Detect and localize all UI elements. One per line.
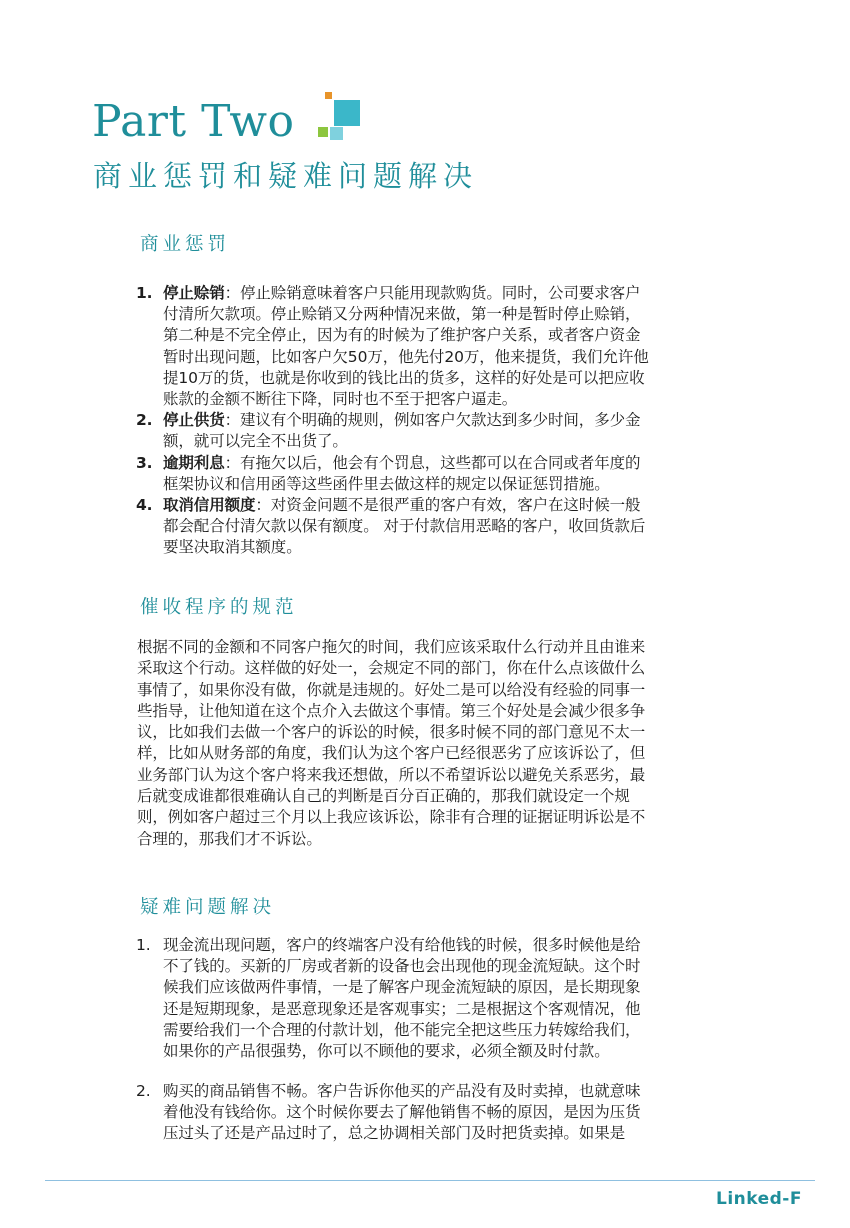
problem-list-item-1	[136, 935, 716, 1062]
list-number: 3.	[136, 453, 153, 472]
footer-divider	[45, 1180, 815, 1181]
list-text: ：建议有个明确的规则，例如客户欠款达到多少时间，多少金	[224, 411, 641, 430]
list-term: 停止赊销	[163, 284, 225, 302]
penalties-list	[136, 283, 716, 559]
part-title: Part Two	[92, 96, 295, 147]
list-item-line	[136, 935, 716, 956]
problem-list-item-2	[136, 1081, 716, 1145]
list-item-line: 都会配合付清欠款以保有额度。 对于付款信用恶略的客户，收回货款后	[163, 517, 646, 536]
list-number: 1.	[136, 284, 153, 302]
list-item-line: 暂时出现问题，比如客户欠50万，他先付20万，他来提货，我们允许他	[163, 347, 649, 366]
collection-procedure-paragraph	[137, 637, 712, 850]
logo-square-green	[318, 127, 328, 137]
list-item-line: 还是短期现象，是恶意现象还是客观事实；二是根据这个客观情况，他	[163, 999, 641, 1018]
paragraph-line: 采取这个行动。这样做的好处一，会规定不同的部门，你在什么点该做什么	[137, 659, 646, 678]
logo-square-orange	[325, 92, 332, 99]
list-term: 逾期利息	[163, 453, 225, 472]
list-item-line: 框架协议和信用函等这些函件里去做这样的规定以保证惩罚措施。	[163, 474, 610, 493]
footer-logo: Linked-F	[716, 1189, 802, 1209]
paragraph-line: 事情了，如果你没有做，你就是违规的。好处二是可以给没有经验的同事一	[137, 680, 646, 699]
list-text: 购买的商品销售不畅。客户告诉你他买的产品没有及时卖掉，也就意味	[163, 1082, 641, 1100]
section-heading-business-penalties: 商业惩罚	[140, 234, 231, 255]
list-text: ：停止赊销意味着客户只能用现款购货。同时，公司要求客户	[224, 284, 641, 302]
paragraph-line: 业务部门认为这个客户将来我还想做，所以不希望诉讼以避免关系恶劣，最	[137, 765, 646, 784]
list-item-line: 如果你的产品很强势，你可以不顾他的要求，必须全额及时付款。	[163, 1042, 610, 1061]
list-number: 2.	[136, 411, 153, 430]
paragraph-line: 后就变成谁都很难确认自己的判断是百分百正确的，那我们就设定一个规	[137, 787, 630, 806]
list-text: ：有拖欠以后，他会有个罚息，这些都可以在合同或者年度的	[224, 453, 641, 472]
list-item-line: 需要给我们一个合理的付款计划，他不能完全把这些压力转嫁给我们，	[163, 1020, 641, 1039]
list-item-line	[136, 453, 716, 474]
logo-square-light-teal	[330, 127, 343, 140]
paragraph-line: 根据不同的金额和不同客户拖欠的时间，我们应该采取什么行动并且由谁来	[137, 638, 646, 656]
list-term: 取消信用额度	[163, 496, 256, 515]
paragraph-line: 合理的，那我们才不诉讼。	[137, 829, 322, 848]
list-item-line: 不了钱的。买新的厂房或者新的设备也会出现他的现金流短缺。这个时	[163, 957, 641, 976]
section-heading-collection-procedure: 催收程序的规范	[140, 597, 298, 618]
paragraph-line: 样，比如从财务部的角度，我们认为这个客户已经很恶劣了应该诉讼了，但	[137, 744, 646, 763]
list-item-line	[136, 283, 716, 304]
paragraph-line: 些指导，让他知道在这个点介入去做这个事情。第三个好处是会减少很多争	[137, 701, 646, 720]
paragraph-line: 议，比如我们去做一个客户的诉讼的时候，很多时候不同的部门意见不太一	[137, 723, 646, 742]
list-text: ：对资金问题不是很严重的客户有效，客户在这时候一般	[255, 496, 641, 515]
logo-square-teal	[334, 100, 360, 126]
list-item-line: 第二种是不完全停止，因为有的时候为了维护客户关系，或者客户资金	[163, 326, 641, 345]
list-item-line	[136, 1081, 716, 1102]
list-item-line	[136, 495, 716, 516]
list-item-line: 付清所欠款项。停止赊销又分两种情况来做，第一种是暂时停止赊销，	[163, 305, 641, 324]
list-item-line: 账款的金额不断往下降，同时也不至于把客户逼走。	[163, 390, 518, 409]
list-number: 2.	[136, 1082, 151, 1100]
list-item-line: 压过头了还是产品过时了，总之协调相关部门及时把货卖掉。如果是	[163, 1124, 626, 1143]
list-number: 4.	[136, 496, 153, 515]
list-term: 停止供货	[163, 411, 225, 430]
list-item-line: 着他没有钱给你。这个时候你要去了解他销售不畅的原因，是因为压货	[163, 1103, 641, 1122]
part-subtitle: 商业惩罚和疑难问题解决	[93, 159, 479, 193]
list-text: 现金流出现问题，客户的终端客户没有给他钱的时候，很多时候他是给	[163, 936, 641, 954]
list-number: 1.	[136, 936, 151, 954]
list-item-line: 要坚决取消其额度。	[163, 538, 302, 557]
list-item-line: 额，就可以完全不出货了。	[163, 432, 348, 451]
list-item-line	[136, 410, 716, 431]
section-heading-problem-solving: 疑难问题解决	[140, 897, 276, 918]
list-item-line: 候我们应该做两件事情，一是了解客户现金流短缺的原因，是长期现象	[163, 978, 641, 997]
paragraph-line: 则，例如客户超过三个月以上我应该诉讼，除非有合理的证据证明诉讼是不	[137, 808, 646, 827]
list-item-line: 提10万的货，也就是你收到的钱比出的货多，这样的好处是可以把应收	[163, 368, 645, 387]
